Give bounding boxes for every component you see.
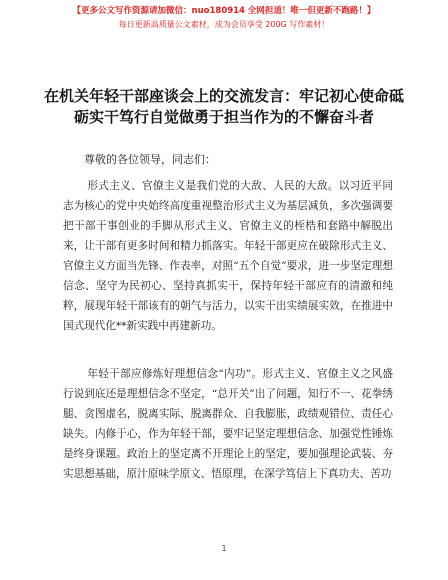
salutation: 尊敬的各位领导，同志们： bbox=[84, 153, 216, 166]
paragraph-2: 年轻干部应修炼好理想信念“内功”。形式主义、官僚主义之风盛行说到底还是理想信念不坚定，“总开关”出了问题，知行不一、花拳绣腿、贪图虚名，脱离实际、脱离群众、自我膨胀，政绩观错位、责任心缺失。内修于心，作为年轻干部，要牢记坚定理想信念、加强党性锤炼是终身课题。政治上的坚定离不开理论上的坚定，要加强理论武装、夯实思想基础，原汁原味学原文、悟原理，在深学笃信上下真功夫、苦功 bbox=[63, 368, 393, 480]
page-number: 1 bbox=[221, 544, 227, 553]
promo-line-1: 【更多公文写作资源请加微信：nuo180914 全网担道！唯一但更新不跑路！】 bbox=[72, 6, 376, 16]
promo-banner bbox=[0, 4, 448, 32]
document-title: 在机关年轻干部座谈会上的交流发言：牢记初心使命砥砺实干笃行自觉做勇于担当作为的不懈奋斗者 bbox=[44, 87, 405, 126]
promo-line-2: 每日更新高质量公文素材，成为会员享受 200G 写作素材！ bbox=[118, 20, 330, 29]
paragraph-1: 形式主义、官僚主义是我们党的大敌、人民的大敌。以习近平同志为核心的党中央始终高度重视整治形式主义为基层减负，多次强调要把干部干事创业的手脚从形式主义、官僚主义的桎梏和套路中解脱出来，让干部有更多时间和精力抓落实。年轻干部更应在破除形式主义、官僚主义方面当先锋、作表率，对照“五个自觉”要求，进一步坚定理想信念、坚守为民初心、坚持真抓实干，保持年轻干部应有的清澈和纯粹，展现年轻干部该有的朝气与活力，以实干出实绩展实效，在推进中国式现代化**新实践中再建新功。 bbox=[63, 180, 393, 332]
